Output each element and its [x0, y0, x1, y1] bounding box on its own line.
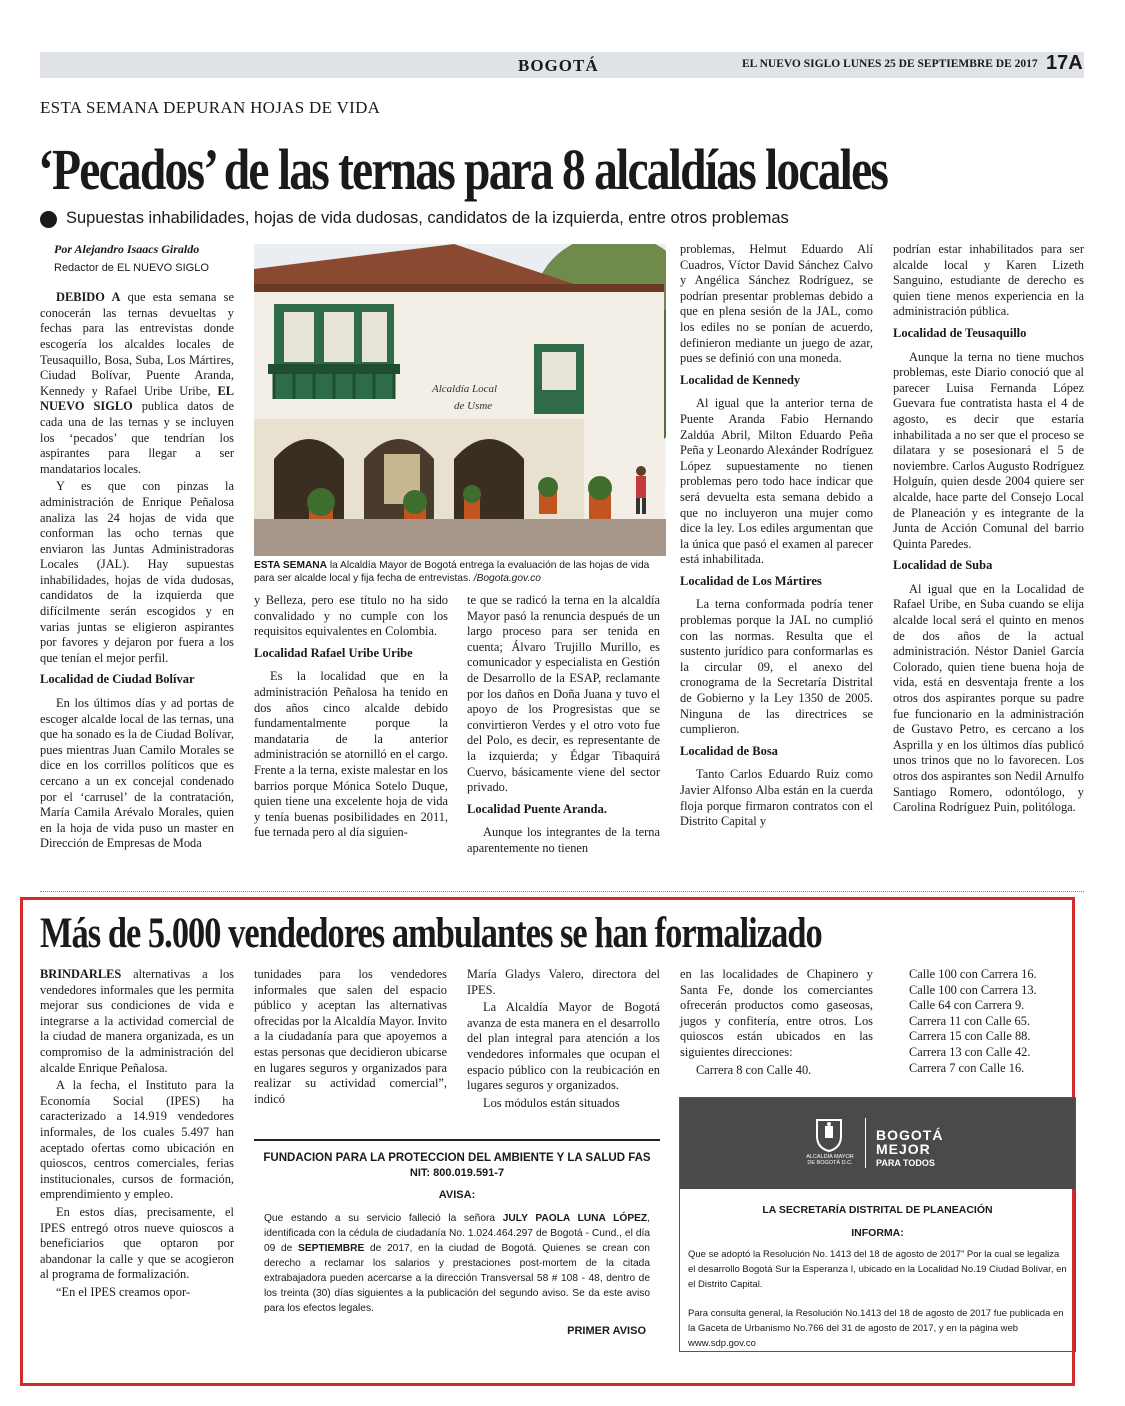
paragraph: Al igual que en la Localidad de Rafael Uribe, en Suba cuando se elija alcalde local será el quinto en menos de dos años de la actual administración. Néstor Daniel García Colorado, quien tiene buena hoja de vida, está en desventaja frente a los otros dos aspirantes porque su padre fue funcionario en la administración de Gustavo Petro, es cercano a los Asprilla y en los últimos días publicó unos trinos que no lo favorecen. Los otros dos aspirantes son Nedil Arnulfo Santiago Romero, odontólogo, y Carolina Rodríguez Puin, politóloga.: [893, 581, 1084, 815]
paragraph: DEBIDO A que esta semana se conocerán las ternas devueltas y fechas para las entrevistas donde escogería los alcaldes locales de Teusaquillo, Bosa, Suba, Los Mártires, Ciudad Bolívar, Puente Aranda, Kennedy y Rafael Uribe Uribe, EL NUEVO SIGLO publica datos de cada una de las ternas y se incluyen los ‘pecados’ que tendrían los aspirantes para llegar a ser mandatarios locales.: [40, 290, 234, 476]
article1-column-3: [467, 593, 660, 859]
section-heading: Localidad de Kennedy: [680, 372, 801, 387]
brand-mejor: MEJOR: [876, 1141, 931, 1157]
section-heading: Localidad de Ciudad Bolívar: [40, 672, 195, 687]
section-heading: Localidad Puente Aranda.: [467, 801, 607, 816]
ad-avisa: AVISA:: [438, 1189, 476, 1201]
ad-nit: NIT: 800.019.591-7: [409, 1167, 505, 1179]
ad-title: FUNDACION PARA LA PROTECCION DEL AMBIENTE Y LA SALUD FAS: [263, 1152, 651, 1164]
photo-credit: /Bogota.gov.co: [473, 573, 541, 584]
byline: Por Alejandro Isaacs Giraldo: [54, 242, 200, 256]
section-heading: Localidad Rafael Uribe Uribe: [254, 645, 413, 660]
ad-informa: INFORMA:: [851, 1227, 904, 1239]
section-heading: Localidad de Teusaquillo: [893, 325, 1027, 340]
photo-caption: ESTA SEMANA la Alcaldía Mayor de Bogotá entrega la evaluación de las hojas de vida para ser alcalde local y fija fecha de entrevistas. /Bogota.gov.co: [254, 560, 650, 584]
section-name: BOGOTÁ: [518, 56, 599, 75]
brand-tagline: PARA TODOS: [876, 1158, 935, 1168]
paragraph: A la fecha, el Instituto para la Economía Social (IPES) ha caracterizado a 14.919 vendedores informales, de los cuales 5.497 han aceptado ofertas como ubicación en quioscos, centros comerciales, ferias institucionales, cursos de formación, emprendimiento y empleo.: [40, 1078, 234, 1202]
paragraph: Los módulos están situados: [483, 1095, 620, 1110]
address: Carrera 8 con Calle 40.: [696, 1062, 812, 1077]
address: Calle 64 con Carrera 9.: [909, 998, 1025, 1013]
paragraph: Al igual que la anterior terna de Puente Aranda Fabio Hernando Zaldúa Abril, Milton Eduardo Peña Peña y Leonardo Alexánder Rodríguez López supuestamente no tienen problemas pero todo hace indicar que será devuelta esta semana debido a que no incluyeron una mujer como dice la ley. Los ediles argumentan que la única que pasó el examen al parecer está inhabilitada.: [680, 396, 873, 567]
paragraph: En los últimos días y ad portas de escoger alcalde local de las ternas, una que ha sonado es la de Ciudad Bolívar, pues mientras Juan Camilo Morales se dice en los corrillos políticos que es cercano a un ex concejal condenado por el ‘carrusel’ de la contratación, María Camila Arévalo Morales, quien en la hoja de vida puso un master en Dirección de Empresas de Moda: [40, 696, 234, 851]
article2-column-1: [40, 967, 234, 1302]
section-heading: Localidad de Los Mártires: [680, 573, 822, 588]
brand-bogota: BOGOTÁ: [876, 1127, 944, 1143]
ad-body-2: Para consulta general, la Resolución No.1413 del 18 de agosto de 2017 fue publicada en la Gaceta de Urbanismo No.766 del 31 de agosto de 2017, y en la página web www.sdp.gov.co: [688, 1308, 1064, 1349]
paragraph: María Gladys Valero, directora del IPES.: [467, 967, 660, 997]
paragraph: “En el IPES creamos opor-: [56, 1284, 190, 1299]
subhead: Supuestas inhabilidades, hojas de vida dudosas, candidatos de la izquierda, entre otros problemas: [66, 209, 789, 227]
newspaper-name: EL NUEVO SIGLO: [40, 383, 234, 414]
svg-text:de Usme: de Usme: [454, 400, 493, 412]
section-heading: Localidad de Suba: [893, 558, 993, 573]
lead-in: BRINDARLES: [40, 967, 122, 981]
publication-info: EL NUEVO SIGLO LUNES 25 DE SEPTIEMBRE DE 2017: [742, 58, 1038, 70]
address: Calle 100 con Carrera 16.: [909, 967, 1037, 981]
article2-headline: Más de 5.000 vendedores ambulantes se han formalizado: [40, 910, 822, 957]
article1-column-5: [893, 242, 1084, 818]
paragraph: La terna conformada podría tener problemas porque la JAL no cumplió con las normas. Resulta que el sustento jurídico para conformarlas es la circular 09, el anexo del cronograma de la Secretaría Distrital de Gobierno y la Ley 1350 de 2005. Ninguna de las directrices se cumplieron.: [680, 597, 873, 737]
ad-primer-aviso: PRIMER AVISO: [567, 1325, 646, 1337]
byline-role: Redactor de EL NUEVO SIGLO: [54, 261, 209, 274]
planeacion-ad: [679, 1097, 1076, 1352]
svg-text:Alcaldía Local: Alcaldía Local: [432, 383, 498, 395]
section-heading: Localidad de Bosa: [680, 743, 778, 758]
bogota-crest-icon: [814, 1116, 844, 1152]
address: Calle 100 con Carrera 13.: [909, 982, 1037, 997]
paragraph: En estos días, precisamente, el IPES entregó otros nueve quioscos a beneficiarios que optaron por abandonar la calle y que se acogieron al programa de formalización.: [40, 1204, 234, 1282]
article1-column-4: [680, 242, 873, 832]
article2-column-2: [254, 967, 447, 1109]
fas-notice-ad: [254, 1139, 660, 1347]
address: Carrera 13 con Calle 42.: [909, 1044, 1031, 1059]
article1-column-1: [40, 242, 234, 854]
paragraph: y Belleza, pero ese título no ha sido convalidado y no cumple con los requisitos equivalentes en Colombia.: [254, 593, 448, 639]
address: Carrera 7 con Calle 16.: [909, 1060, 1025, 1075]
ad-body: Que estando a su servicio falleció la señora JULY PAOLA LUNA LÓPEZ, identificada con la cédula de ciudadanía No. 1.024.464.297 de Bogotá - Cund., el día 09 de SEPTIEMBRE de 2017, en la ciudad de Bogotá. Quienes se crean con derecho a reclamar los salarios y prestaciones post-mortem de la citada extrabajadora pueden acercarse a la dirección Transversal 58 # 108 - 48, dentro de los treinta (30) días siguientes a la publicación del segundo aviso. Se da este aviso para los efectos legales.: [264, 1213, 650, 1314]
crest-caption: ALCALDÍA MAYOR DE BOGOTÁ D.C.: [806, 1154, 854, 1166]
article1-column-2: [254, 593, 448, 843]
article2-column-4: [680, 967, 873, 1080]
headline: ‘Pecados’ de las ternas para 8 alcaldías locales: [38, 137, 888, 202]
paragraph: tunidades para los vendedores informales que salen del espacio público y aceptan las alternativas ofrecidas por la Alcaldía Mayor. Invito a la ciudadanía para que apoyemos a estas personas que decidieron ubicarse en lugares seguros y organizados para realizar su actividad comercial”, indicó: [254, 967, 447, 1106]
paragraph: Aunque los integrantes de la terna aparentemente no tienen: [467, 825, 660, 855]
article2-column-5: [909, 967, 1084, 1076]
paragraph: en las localidades de Chapinero y Santa Fe, donde los comerciantes ofrecerán productos como gaseosas, jugos y confitería, entre otros. Los quioscos están ubicados en las siguientes direcciones:: [680, 967, 873, 1059]
ad-brand-band: [680, 1098, 1075, 1189]
ad-secretaria: LA SECRETARÍA DISTRITAL DE PLANEACIÓN: [762, 1204, 993, 1216]
address: Carrera 11 con Calle 65.: [909, 1013, 1030, 1028]
paragraph: Es la localidad que en la administración Peñalosa ha tenido en dos años cinco alcalde debido fundamentalmente porque la mandataria de la anterior administración se atornilló en el cargo. Frente a la terna, existe malestar en los barrios porque Mónica Sotelo Duque, quien tiene una excelente hoja de vida y tenía buenas posibilidades en 2011, fue ternada pero al día siguien-: [254, 669, 448, 840]
address: Carrera 15 con Calle 88.: [909, 1029, 1031, 1044]
ad-body-1: Que se adoptó la Resolución No. 1413 del 18 de agosto de 2017” Por la cual se legaliza el desarrollo Bogotá Sur la Esperanza I, ubicado en la Localidad No.19 Ciudad Bolívar, en el Distrito Capital.: [688, 1249, 1067, 1290]
brand-divider: [865, 1118, 866, 1168]
paragraph: podrían estar inhabilitados para ser alcalde local y Karen Lizeth Sanguino, estudiante de derecho es quien tiene menos experiencia en la administración pública.: [893, 242, 1084, 319]
alcaldia-usme-photo: [254, 244, 666, 556]
paragraph: La Alcaldía Mayor de Bogotá avanza de esta manera en el desarrollo del plan integral para atención a los vendedores informales que ocupan el espacio público con la reubicación en lugares seguros y organizados.: [467, 1000, 660, 1093]
lead-in: DEBIDO A: [56, 290, 121, 305]
article-separator: [40, 891, 1084, 892]
paragraph: Tanto Carlos Eduardo Ruiz como Javier Alfonso Alba están en la cuerda floja porque firmaron contratos con el Distrito Capital y: [680, 767, 873, 829]
article2-column-3: [467, 967, 660, 1113]
subhead-bullet-icon: [40, 211, 57, 228]
paragraph: BRINDARLES alternativas a los vendedores informales que les permita mejorar sus condiciones de vida e integrarse a la actividad comercial de la ciudad de manera organizada, es un compromiso de la administración del alcalde Enrique Peñalosa.: [40, 967, 234, 1075]
page-number: 17A: [1046, 52, 1083, 74]
paragraph: Y es que con pinzas la administración de Enrique Peñalosa analiza las 24 hojas de vida que conforman las ocho ternas que enviaron las Juntas Administradoras Locales (JAL). Hay supuestas inhabilidades, hojas de vida dudosas, candidatos de la izquierda que difícilmente serán escogidos y en varias juntas se eligieron aspirantes por favores y dejaron por fuera a los que tenían el mejor perfil.: [40, 479, 234, 665]
kicker: ESTA SEMANA DEPURAN HOJAS DE VIDA: [40, 98, 381, 117]
paragraph: te que se radicó la terna en la alcaldía Mayor pasó la renuncia después de un largo proceso para ser tenida en cuenta; Álvaro Trujillo Murillo, es comunicador y especialista en Gestión de Desarrollo de la ESAP, reclamante por los daños en Doña Juana y tuvo el apoyo de los Progresistas que se convirtieron Verdes y el otro voto fue del Polo, es decir, es representante de la izquierda; y Édgar Tibaquirá Cuervo, básicamente viene del sector privado.: [467, 593, 660, 795]
paragraph: Aunque la terna no tiene muchos problemas, este Diario conoció que al parecer Luisa Fernanda López Guevara fue contratista hasta el 4 de agosto, es decir que estaría inhabilitada a no ser que el proceso se dilatara y se posesionará el 5 de noviembre. Carlos Augusto Rodríguez Holguín, quien desde 2004 quiere ser alcalde, hace parte del Consejo Local de Planeación y es integrante de la Junta de Acción Comunal del barrio Quinta Paredes.: [893, 349, 1084, 551]
paragraph: problemas, Helmut Eduardo Alí Cuadros, Víctor David Sánchez Calvo y Angélica Sánchez Rodríguez, se podrían presentar problemas debido a que en plena sesión de la JAL, como los ediles no se ponían de acuerdo, definieron mediante un juego de azar, pues se definió con una moneda.: [680, 242, 873, 366]
